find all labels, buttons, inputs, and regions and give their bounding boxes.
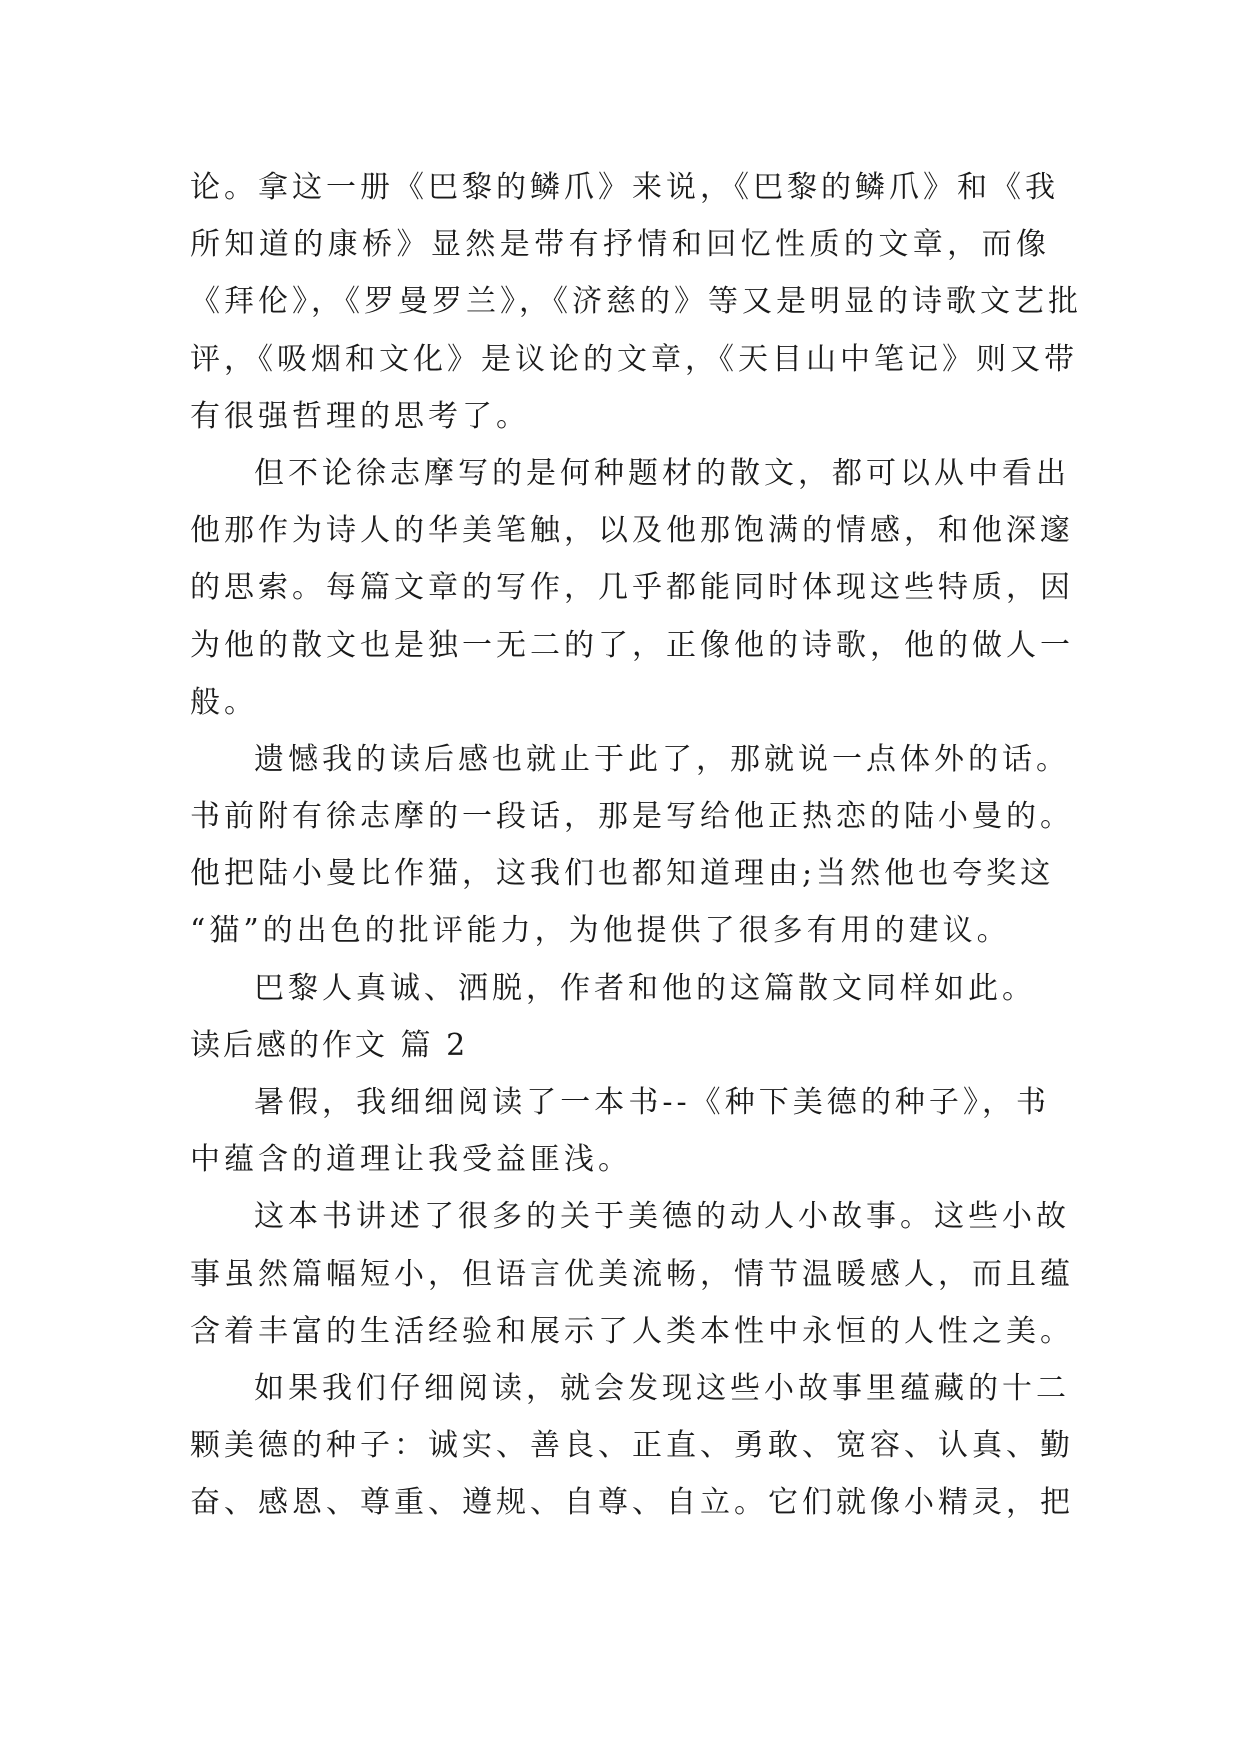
paragraph [190, 1074, 1050, 1188]
document-body [190, 159, 1082, 1532]
text-line: 巴黎人真诚、洒脱，作者和他的这篇散文同样如此。 [254, 970, 1036, 1006]
text-line: 如果我们仔细阅读，就会发现这些小故事里蕴藏的十二 [254, 1370, 1070, 1406]
text-line: 暑假，我细细阅读了一本书--《种下美德的种子》，书 [254, 1085, 1050, 1120]
text-line: 评，《吸烟和文化》是议论的文章，《天目山中笔记》则又带 [190, 341, 1078, 377]
text-line: 遗憾我的读后感也就止于此了，那就说一点体外的话。 [254, 741, 1070, 777]
paragraph [190, 731, 1074, 960]
text-line: 他那作为诗人的华美笔触，以及他那饱满的情感，和他深邃 [190, 513, 1074, 549]
paragraph [190, 445, 1074, 731]
text-line: 般。 [190, 684, 258, 720]
text-line: 奋、感恩、尊重、遵规、自尊、自立。它们就像小精灵，把 [190, 1485, 1074, 1521]
text-line: 中蕴含的道理让我受益匪浅。 [190, 1142, 632, 1178]
text-line: 他把陆小曼比作猫，这我们也都知道理由;当然他也夸奖这 [190, 856, 1055, 892]
text-line: 有很强哲理的思考了。 [190, 398, 530, 434]
text-line: 所知道的康桥》显然是带有抒情和回忆性质的文章，而像 [190, 227, 1050, 263]
paragraph [190, 159, 1082, 445]
paragraph [190, 1188, 1074, 1360]
paragraph [190, 960, 1050, 1017]
text-line: 《拜伦》，《罗曼罗兰》，《济慈的》等又是明显的诗歌文艺批 [190, 284, 1082, 320]
text-line: 书前附有徐志摩的一段话，那是写给他正热恋的陆小曼的。 [190, 799, 1074, 835]
text-line: 含着丰富的生活经验和展示了人类本性中永恒的人性之美。 [190, 1313, 1074, 1349]
text-line: 但不论徐志摩写的是何种题材的散文，都可以从中看出 [254, 455, 1070, 491]
text-line: 这本书讲述了很多的关于美德的动人小故事。这些小故 [254, 1199, 1070, 1235]
text-line: 颗美德的种子：诚实、善良、正直、勇敢、宽容、认真、勤 [190, 1428, 1074, 1464]
text-line: “猫”的出色的批评能力，为他提供了很多有用的建议。 [190, 913, 1011, 949]
text-line: 为他的散文也是独一无二的了，正像他的诗歌，他的做人一 [190, 627, 1074, 663]
paragraph [190, 1360, 1074, 1532]
text-line: 的思索。每篇文章的写作，几乎都能同时体现这些特质，因 [190, 570, 1074, 606]
text-line: 论。拿这一册《巴黎的鳞爪》来说，《巴黎的鳞爪》和《我 [190, 170, 1059, 205]
text-line: 事虽然篇幅短小，但语言优美流畅，情节温暖感人，而且蕴 [190, 1256, 1074, 1292]
section-heading: 读后感的作文 篇 2 [190, 1027, 469, 1063]
